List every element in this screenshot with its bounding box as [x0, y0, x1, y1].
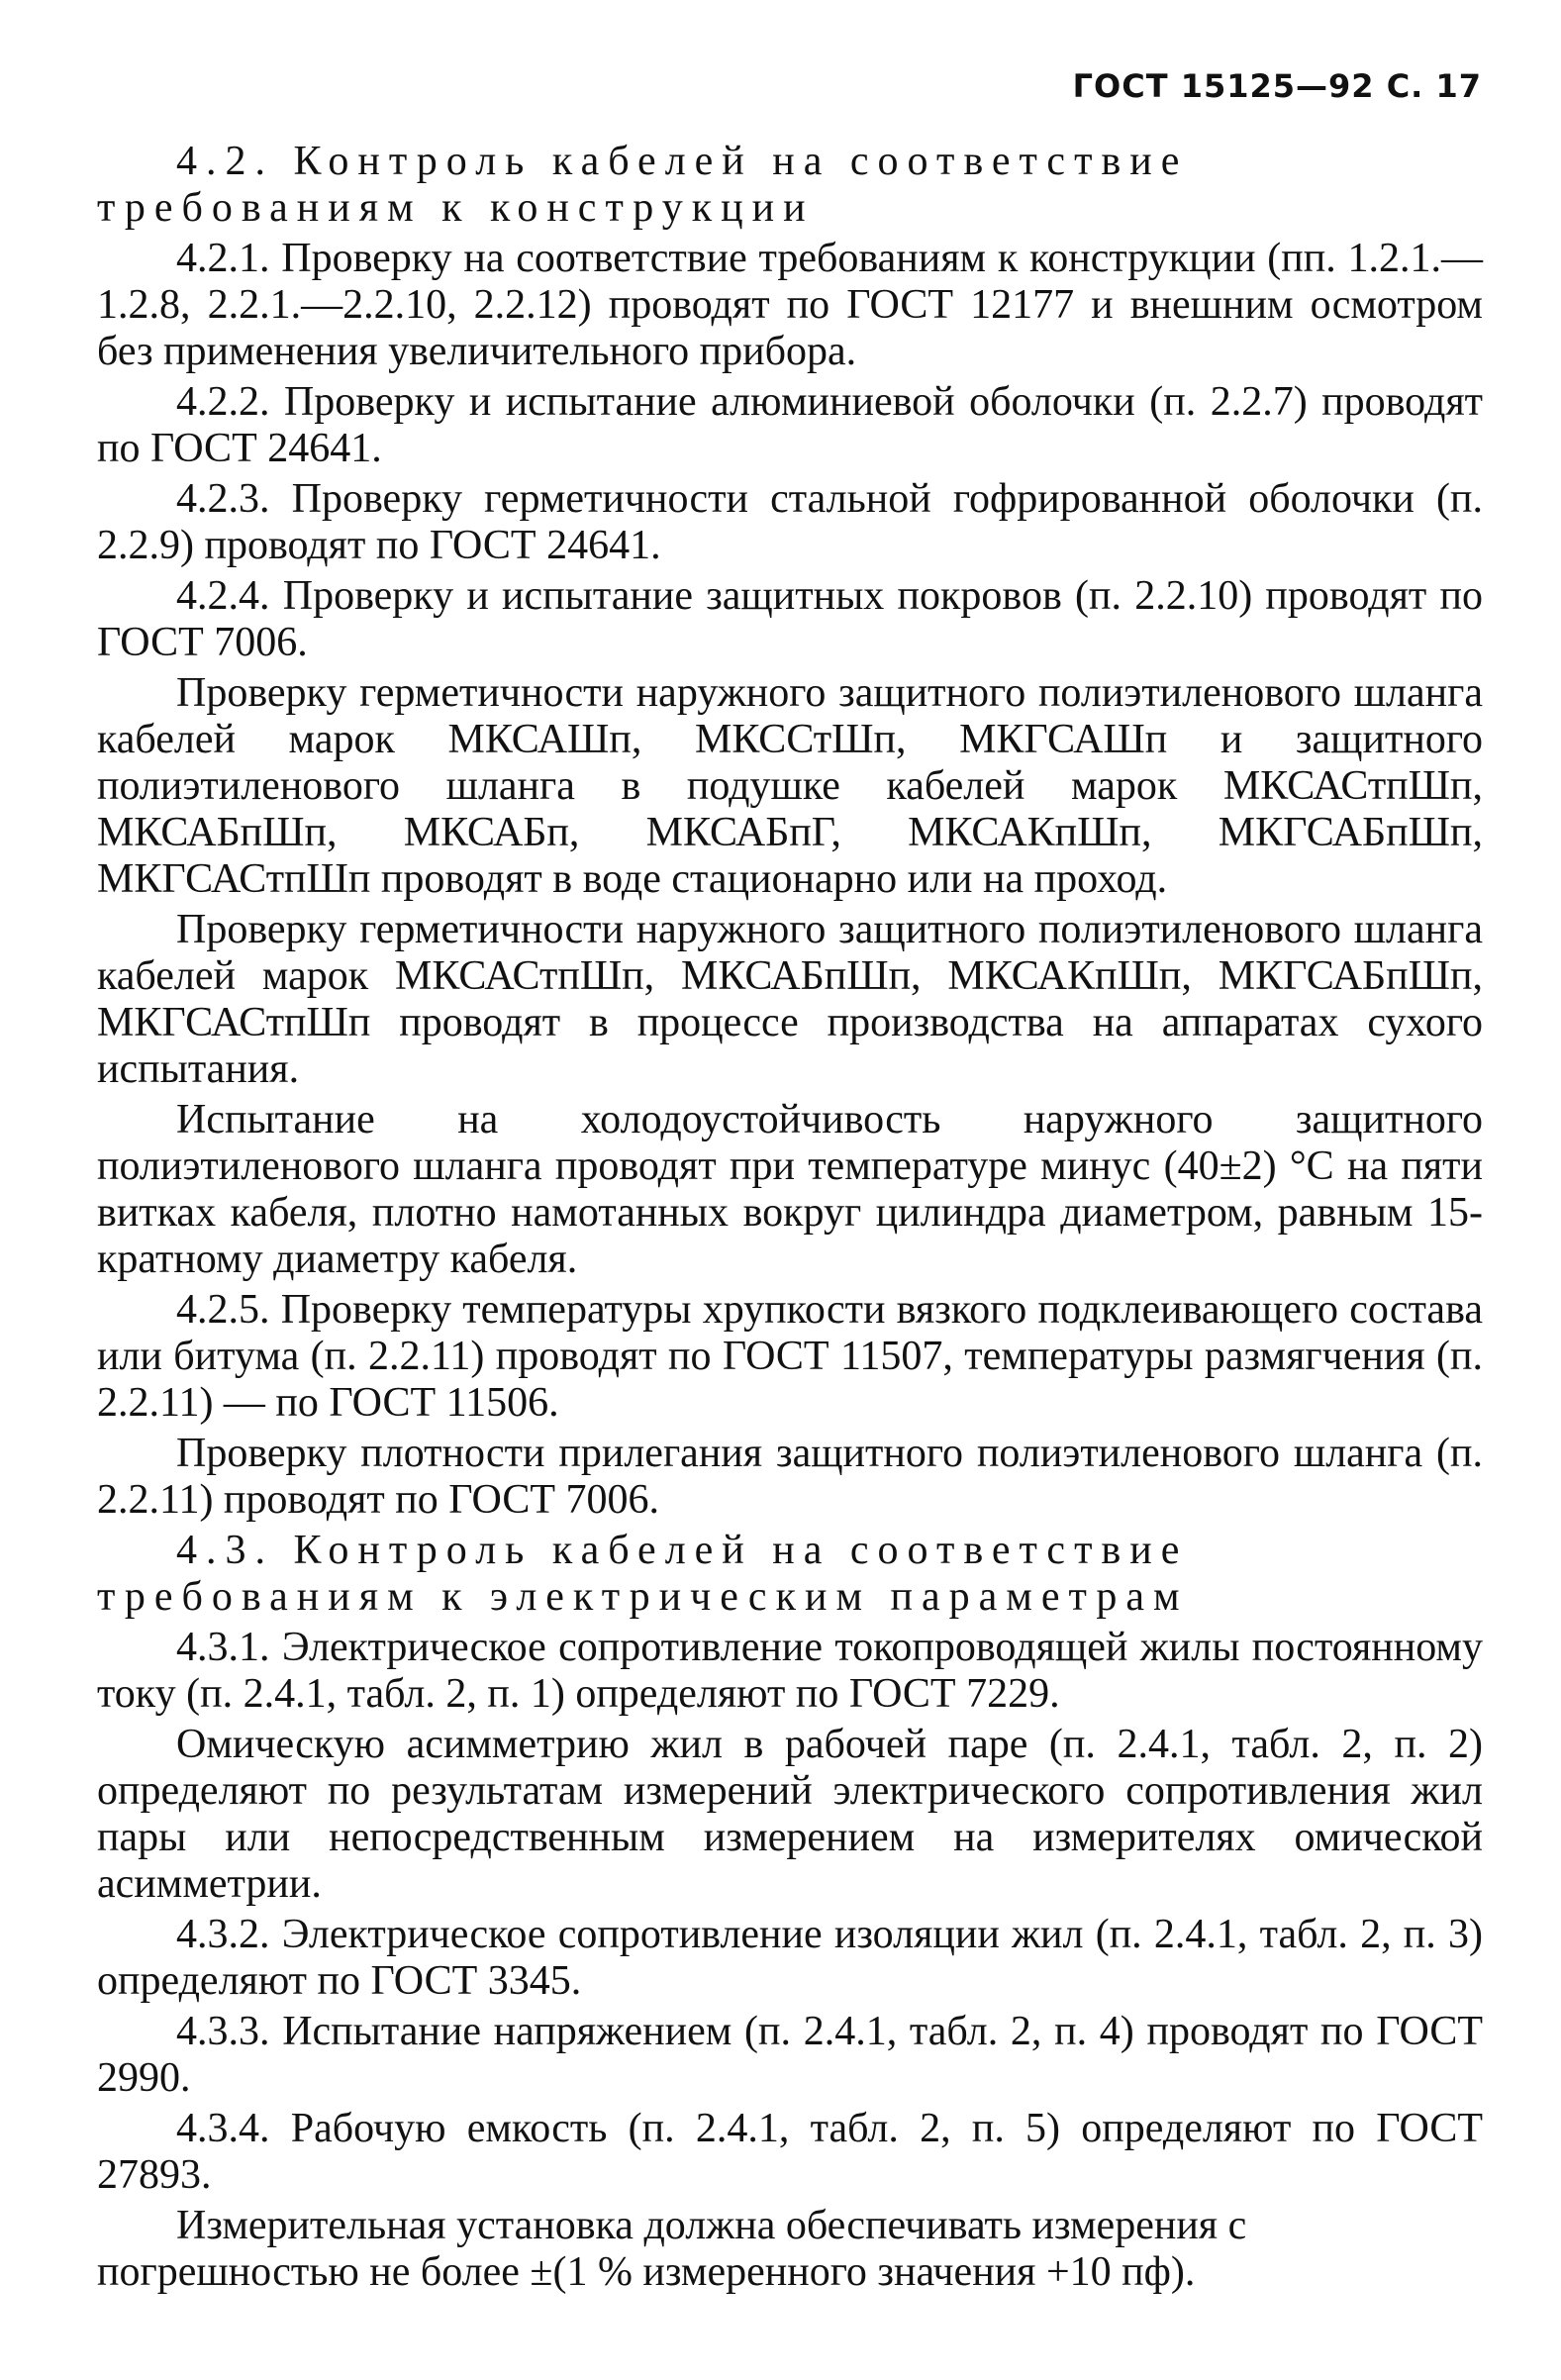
paragraph-4-2-1: 4.2.1. Проверку на соответствие требованиям к конструкции (пп. 1.2.1.—1.2.8, 2.2.1.—2.2.10, 2.2.12) проводят по ГОСТ 12177 и внешним осмотром без применения увеличительного прибора.: [97, 236, 1483, 374]
section-heading-4-3: 4.3. Контроль кабелей на соответствие требованиям к электрическим параметрам: [97, 1528, 1189, 1620]
paragraph-4-3-3: 4.3.3. Испытание напряжением (п. 2.4.1, табл. 2, п. 4) проводят по ГОСТ 2990.: [97, 2009, 1483, 2101]
paragraph-4-3-1: 4.3.1. Электрическое сопротивление токопроводящей жилы постоянному току (п. 2.4.1, табл. 2, п. 1) определяют по ГОСТ 7229.: [97, 1625, 1483, 1717]
document-body: [97, 139, 1483, 2300]
paragraph-4-3-2: 4.3.2. Электрическое сопротивление изоляции жил (п. 2.4.1, табл. 2, п. 3) определяют по ГОСТ 3345.: [97, 1912, 1483, 2004]
paragraph-4-2-4: 4.2.4. Проверку и испытание защитных покровов (п. 2.2.10) проводят по ГОСТ 7006.: [97, 573, 1483, 665]
paragraph-hermeticity-dry: Проверку герметичности наружного защитного полиэтиленового шланга кабелей марок МКСАСтпШп, МКСАБпШп, МКСАКпШп, МКГСАБпШп, МКГСАСтпШп проводят в процессе производства на аппаратах сухого испытания.: [97, 907, 1483, 1092]
paragraph-4-2-5: 4.2.5. Проверку температуры хрупкости вязкого подклеивающего состава или битума (п. 2.2.11) проводят по ГОСТ 11507, температуры размягчения (п. 2.2.11) — по ГОСТ 11506.: [97, 1287, 1483, 1426]
paragraph-4-3-4: 4.3.4. Рабочую емкость (п. 2.4.1, табл. 2, п. 5) определяют по ГОСТ 27893.: [97, 2106, 1483, 2198]
paragraph-ohmic-asymmetry: Омическую асимметрию жил в рабочей паре (п. 2.4.1, табл. 2, п. 2) определяют по результатам измерений электрического сопротивления жил пары или непосредственным измерением на измерителях омической асимметрии.: [97, 1722, 1483, 1907]
page-header: ГОСТ 15125—92 С. 17: [1072, 67, 1482, 105]
paragraph-4-2-3: 4.2.3. Проверку герметичности стальной гофрированной оболочки (п. 2.2.9) проводят по ГОСТ 24641.: [97, 476, 1483, 568]
section-heading-4-2: 4.2. Контроль кабелей на соответствие требованиям к конструкции: [97, 139, 1189, 231]
paragraph-hermeticity-water: Проверку герметичности наружного защитного полиэтиленового шланга кабелей марок МКСАШп, МКССтШп, МКГСАШп и защитного полиэтиленового шланга в подушке кабелей марок МКСАСтпШп, МКСАБпШп, МКСАБп, МКСАБпГ, МКСАКпШп, МКГСАБпШп, МКГСАСтпШп проводят в воде стационарно или на проход.: [97, 670, 1483, 902]
paragraph-adhesion-density: Проверку плотности прилегания защитного полиэтиленового шланга (п. 2.2.11) проводят по ГОСТ 7006.: [97, 1431, 1483, 1523]
paragraph-measurement-accuracy: Измерительная установка должна обеспечивать измерения с погрешностью не более ±(1 % измеренного значения +10 пф).: [97, 2203, 1247, 2295]
paragraph-4-2-2: 4.2.2. Проверку и испытание алюминиевой оболочки (п. 2.2.7) проводят по ГОСТ 24641.: [97, 379, 1483, 471]
paragraph-cold-resistance: Испытание на холодоустойчивость наружного защитного полиэтиленового шланга проводят при температуре минус (40±2) °С на пяти витках кабеля, плотно намотанных вокруг цилиндра диаметром, равным 15-кратному диаметру кабеля.: [97, 1097, 1483, 1282]
